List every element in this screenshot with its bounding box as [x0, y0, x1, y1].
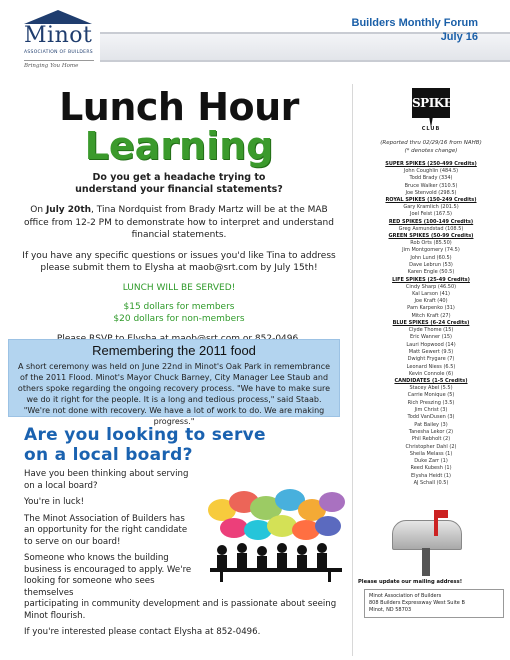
- spike-member: Cindy Sharp (46.50): [405, 283, 457, 290]
- spike-member: Jim Montgomery (74.5): [402, 247, 460, 254]
- spike-member: Joe Stenvold (298.5): [405, 189, 457, 196]
- event-rest: , Tina Nordquist from Brady Martz will be at the MAB office from 12-2 PM to demonstrate how to interpret and understand financial statements.: [24, 205, 334, 240]
- spike-member: Lauri Hopwood (14): [406, 341, 456, 348]
- board-p4b: participating in community development and is passionate about seeing Minot flourish.: [24, 599, 337, 621]
- spike-note-1: (Reported thru 02/29/16 from NAHB): [380, 140, 482, 146]
- spike-category: RED SPIKES (100-149 Credits): [388, 218, 474, 225]
- event-details: [18, 204, 340, 242]
- spike-member: Jim Christ (3): [414, 407, 448, 414]
- spike-category: BLUE SPIKES (6-24 Credits): [392, 320, 470, 327]
- spike-member: Todd VanDusen (3): [407, 414, 455, 421]
- forum-date: July 16: [440, 31, 478, 43]
- spike-note-2: (* denotes change): [404, 147, 458, 154]
- remembering-title: Remembering the 2011 food: [92, 343, 256, 358]
- spike-member: Sheila Melass (1): [409, 450, 453, 457]
- spike-member: Bruce Walker (310.5): [404, 182, 458, 189]
- spike-category: CANDIDATES (1-5 Credits): [394, 378, 468, 385]
- spike-member: Reed Kubesh (1): [410, 465, 452, 472]
- mail-address: [364, 589, 504, 618]
- spike-member: Tanesha Lekor (2): [408, 428, 454, 435]
- event-prefix: On: [30, 205, 46, 215]
- mailbox-flag-top: [434, 510, 448, 518]
- remembering-text: A short ceremony was held on June 22nd in Minot's Oak Park in remembrance of the 2011 Flood. Minot's Mayor Chuck Barney, City Manager Lee Staub and others spoke regarding the ongoing recovery process. "We have to make sure we do it right for the people. It is a long and tedious process," said Staab. "We're not done with recovery. We have a lot of work to do. We are making progress.": [17, 362, 331, 426]
- spike-category: GREEN SPIKES (50-99 Credits): [388, 233, 474, 240]
- spike-club-sidebar: [356, 84, 506, 487]
- spike-list: [356, 161, 506, 487]
- spike-member: Christopher Dahl (2): [405, 443, 457, 450]
- price-members: $15 dollars for members: [123, 301, 235, 312]
- headache-line-2: understand your financial statements?: [75, 184, 283, 195]
- spike-member: Phil Rebholt (2): [411, 436, 451, 443]
- logo-tagline: Bringing You Home: [24, 60, 94, 69]
- logo-roof-icon: [24, 10, 92, 24]
- headache-question: [18, 172, 340, 196]
- logo-subtitle: ASSOCIATION OF BUILDERS: [24, 50, 93, 55]
- lunch-served: LUNCH WILL BE SERVED!: [122, 282, 236, 293]
- event-date: July 20th: [45, 205, 92, 215]
- spike-category: SUPER SPIKES (250-499 Credits): [385, 161, 477, 167]
- spike-member: Eric Wanner (15): [410, 334, 452, 341]
- spike-member: Kal Larson (41): [412, 290, 450, 297]
- spike-member: Dwight Frygare (7): [407, 356, 455, 363]
- mail-line-1: Minot Association of Builders: [369, 593, 442, 599]
- spike-member: Mitch Kraft (27): [411, 312, 451, 319]
- mail-line-2: 808 Builders Expressway West Suite B: [369, 600, 465, 606]
- spike-member: Joel Feist (167.5): [409, 211, 453, 218]
- mail-line-3: Minot, ND 58703: [369, 607, 412, 613]
- spike-member: Karen Engle (50.5): [407, 269, 455, 276]
- spike-member: Gary Kramlich (201.5): [403, 204, 459, 211]
- mailbox-post: [422, 548, 430, 576]
- spike-member: Rob Orts (85.50): [410, 240, 452, 247]
- spike-member: Pam Karpenko (31): [407, 305, 455, 312]
- spike-member: Rich Preszing (3.5): [407, 399, 455, 406]
- price-nonmembers: $20 dollars for non-members: [113, 313, 245, 324]
- questions-paragraph: If you have any specific questions or issues you'd like Tina to address please submit them to Elysha at maob@srt.com by July 15th!: [22, 250, 336, 273]
- board-p2: You're in luck!: [24, 497, 85, 507]
- spike-logo-club: CLUB: [421, 126, 441, 132]
- spike-member: Greg Asmundstad (108.5): [398, 225, 464, 232]
- column-divider: [352, 84, 353, 656]
- spike-member: Dave Lebrun (53): [409, 261, 453, 268]
- spike-member: Kevin Connole (6): [408, 370, 454, 377]
- spike-club-logo: [412, 88, 453, 136]
- spike-member: Joe Kraft (40): [414, 298, 448, 305]
- spike-member: Elysha Heidt (1): [411, 472, 451, 479]
- spike-category: ROYAL SPIKES (150-249 Credits): [385, 197, 477, 204]
- people-discussion-illustration: [200, 488, 352, 588]
- spike-member: AJ Schall (0.5): [413, 479, 449, 486]
- mailbox-body: [392, 520, 462, 550]
- board-title-line-1: Are you looking to serve: [24, 425, 266, 445]
- headache-line-1: Do you get a headache trying to: [92, 172, 266, 183]
- lunch-section: [18, 82, 340, 345]
- board-p3: The Minot Association of Builders has an opportunity for the right candidate to serve on our board!: [24, 513, 188, 547]
- spike-member: Duke Zarr (1): [414, 458, 448, 465]
- spike-member: John Coughlin (484.5): [403, 168, 459, 174]
- spike-member: Pat Bailey (3): [414, 421, 448, 428]
- spike-member: Leonard Niess (6.5): [406, 363, 456, 370]
- lunch-title: Lunch Hour: [59, 85, 299, 129]
- spike-member: Carrie Monique (5): [407, 392, 455, 399]
- minot-association-logo: [22, 10, 100, 76]
- board-p5: If you're interested please contact Elysha at 852-0496.: [24, 627, 261, 637]
- spike-member: Todd Brady (334): [409, 175, 453, 182]
- board-title: [24, 425, 344, 465]
- forum-title-text: Builders Monthly Forum: [351, 17, 478, 29]
- spike-member: Stacey Abel (5.5): [409, 385, 453, 392]
- mailbox-illustration: [384, 508, 474, 576]
- spike-category: LIFE SPIKES (25-49 Credits): [392, 276, 470, 283]
- spike-member: John Lund (60.5): [410, 254, 452, 261]
- spike-logo-text: SPIKE: [412, 88, 450, 118]
- spike-member: Matt Gewert (9.5): [408, 348, 454, 355]
- forum-title: [352, 16, 479, 44]
- board-title-line-2: on a local board?: [24, 445, 193, 465]
- remembering-box: [8, 339, 340, 426]
- mail-heading: Please update our mailing address!: [358, 579, 463, 585]
- board-p1: Have you been thinking about serving on a local board?: [24, 469, 189, 491]
- spike-member: Clyde Thome (15): [408, 327, 454, 334]
- logo-word: Minot: [24, 23, 93, 48]
- board-p4a: Someone who knows the building business is encouraged to apply. We're looking for someone who sees themselves: [24, 553, 192, 598]
- learning-title: Learning: [84, 124, 274, 168]
